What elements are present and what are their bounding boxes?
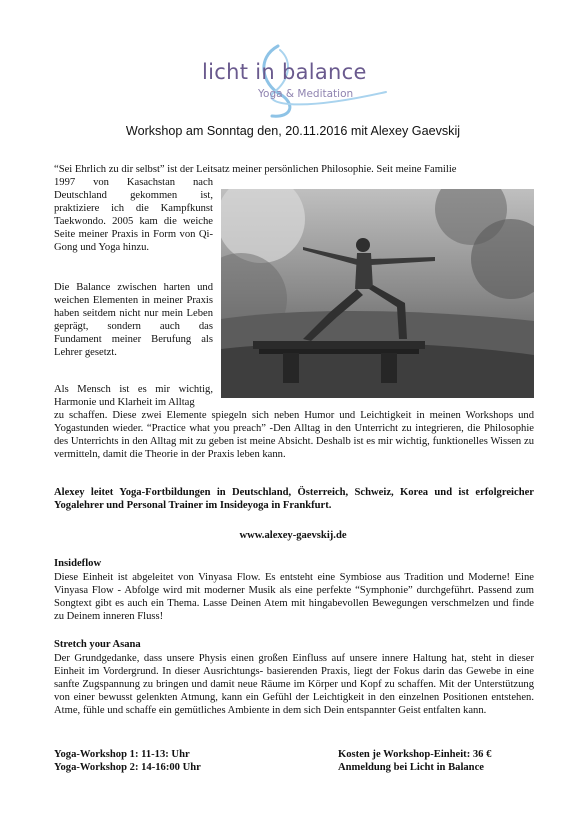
yoga-pose-image — [221, 189, 534, 398]
intro-paragraph: 1997 von Kasachstan nach Deutschland gekommen ist, praktiziere ich die Kampfkunst Taekwondo. 2005 kam die weiche Seite meiner Praxis in Form von Qi-Gong und Yoga hinzu. — [54, 177, 213, 253]
section-text-stretch: Der Grundgedanke, dass unsere Physis einen großen Einfluss auf unsere innere Haltung hat, steht in dieser Einheit im Vordergrund. In dieser Ausrichtungs- basierenden Praxis, liegt der Fokus darin das Gewebe in eine sanfte Zugspannung zu bringen und damit neue Räume im Körper und Kopf zu schaffen. Mit der Unterstützung von einer bewusst gelenkten Atmung, kann ein Gefühl der Leichtigkeit in den einzelnen Positionen entstehen. Atme, fühle und schaffe ein gemütliches Ambiente in dem sich Dein entspannter Geist entfalten kann. — [54, 653, 534, 716]
yoga-photo — [221, 189, 534, 398]
logo-wordmark: licht in balance — [202, 60, 367, 84]
intro-first-line: “Sei Ehrlich zu dir selbst” ist der Leitsatz meiner persönlichen Philosophie. Seit meine Familie — [54, 164, 457, 175]
section-title-stretch: Stretch your Asana — [54, 639, 141, 650]
section-text-insideflow: Diese Einheit ist abgeleitet von Vinyasa Flow. Es entsteht eine Symbiose aus Tradition und Moderne! Eine Vinyasa Flow - Abfolge wird mit moderner Musik als eine perfekte “Symphonie” durchgeführt. Passend zum Songtext gibt es auch ein Thema. Lasse Deinen Atem mit hingabevollen Bewegungen verschmelzen und finde zu Deinem inneren Fluss! — [54, 572, 534, 622]
section-title-insideflow: Insideflow — [54, 558, 102, 569]
registration-note: Anmeldung bei Licht in Balance — [338, 762, 484, 773]
workshop-1-time: Yoga-Workshop 1: 11-13: Uhr — [54, 749, 190, 760]
bio-highlight: Alexey leitet Yoga-Fortbildungen in Deutschland, Österreich, Schweiz, Korea und ist erfolgreicher Yogalehrer und Personal Trainer im Insideyoga in Frankfurt. — [54, 487, 534, 511]
values-paragraph: zu schaffen. Diese zwei Elemente spiegeln sich neben Humor und Leichtigkeit in meinen Workshops und Yogastunden wieder. “Practice what you preach” -Den Alltag in den Unterricht zu integrieren, die Philosophie des Unterrichts in den Alltag mit zu geben ist meine Absicht. Deshalb ist es mir wichtig, funktionelles Wissen zu vermitteln, damit die Theorie in der Praxis leben kann. — [54, 410, 534, 460]
page-title: Workshop am Sonntag den, 20.11.2016 mit Alexey Gaevskij — [125, 124, 461, 138]
website-url: www.alexey-gaevskij.de — [239, 530, 347, 541]
workshop-price: Kosten je Workshop-Einheit: 36 € — [338, 749, 492, 760]
logo-tagline: Yoga & Meditation — [258, 88, 354, 100]
workshop-2-time: Yoga-Workshop 2: 14-16:00 Uhr — [54, 762, 201, 773]
logo — [196, 44, 396, 122]
values-paragraph-start: Als Mensch ist es mir wichtig, Harmonie und Klarheit im Alltag — [54, 384, 213, 408]
balance-paragraph: Die Balance zwischen harten und weichen Elementen in meiner Praxis haben seitdem nicht nur mein Leben geprägt, sondern auch das Fundament meiner Berufung als Lehrer gesetzt. — [54, 282, 213, 358]
